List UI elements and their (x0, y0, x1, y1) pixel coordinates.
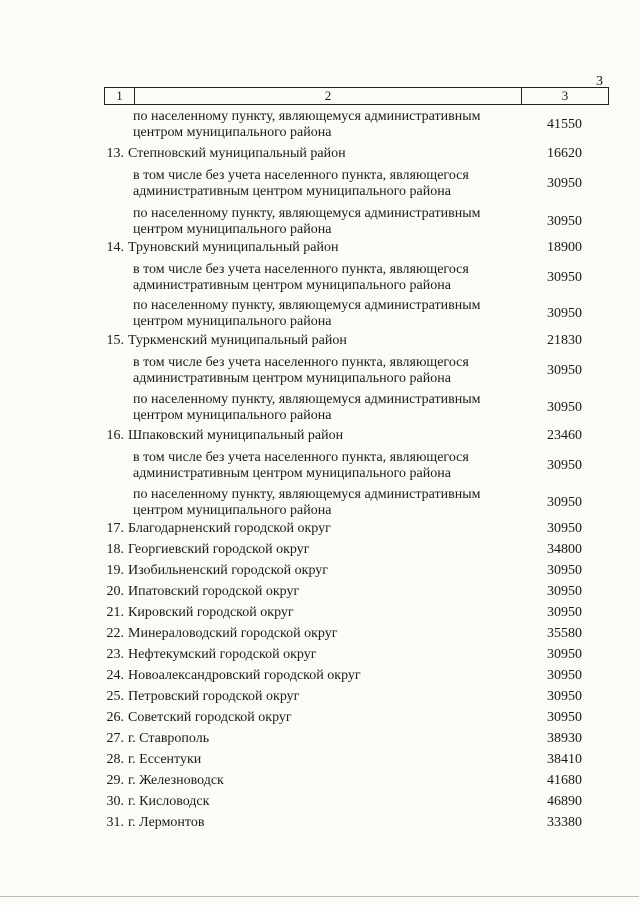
row-text-line: административным центром муниципального района (133, 371, 451, 386)
row-value: 30950 (547, 495, 582, 510)
row-value: 30950 (547, 363, 582, 378)
row-number: 30. (106, 794, 124, 809)
row-value: 34800 (547, 542, 582, 557)
row-number: 28. (106, 752, 124, 767)
table-row (0, 109, 639, 141)
row-number: 25. (106, 689, 124, 704)
row-text-line: Минераловодский городской округ (128, 626, 338, 641)
row-value: 35580 (547, 626, 582, 641)
row-value: 16620 (547, 146, 582, 161)
row-value: 46890 (547, 794, 582, 809)
row-text-line: г. Железноводск (128, 773, 224, 788)
table-row (0, 521, 639, 537)
row-number: 17. (106, 521, 124, 536)
page-bottom-edge (0, 896, 639, 897)
row-value: 41550 (547, 117, 582, 132)
page-number: 3 (596, 74, 603, 89)
row-number: 23. (106, 647, 124, 662)
row-text-line: административным центром муниципального района (133, 184, 451, 199)
row-value: 30950 (547, 689, 582, 704)
row-text-line: Советский городской округ (128, 710, 292, 725)
table-row (0, 710, 639, 726)
row-text-line: Труновский муниципальный район (128, 240, 339, 255)
row-number: 19. (106, 563, 124, 578)
row-value: 38410 (547, 752, 582, 767)
row-text-line: Ипатовский городской округ (128, 584, 300, 599)
row-text-line: Шпаковский муниципальный район (128, 428, 344, 443)
row-number: 16. (106, 428, 124, 443)
row-value: 30950 (547, 306, 582, 321)
table-row (0, 146, 639, 162)
table-row (0, 563, 639, 579)
row-text-line: административным центром муниципального района (133, 466, 451, 481)
row-text-line: г. Кисловодск (128, 794, 210, 809)
row-number: 21. (106, 605, 124, 620)
table-row (0, 542, 639, 558)
row-value: 30950 (547, 563, 582, 578)
header-col-2: 2 (135, 88, 522, 104)
table-row (0, 626, 639, 642)
table-row (0, 605, 639, 621)
row-number: 22. (106, 626, 124, 641)
row-number: 15. (106, 333, 124, 348)
row-value: 30950 (547, 458, 582, 473)
table-row (0, 240, 639, 256)
table-row (0, 794, 639, 810)
row-text-line: в том числе без учета населенного пункта, являющегося (133, 450, 469, 465)
row-number: 13. (106, 146, 124, 161)
row-value: 30950 (547, 270, 582, 285)
table-row (0, 333, 639, 349)
row-value: 30950 (547, 668, 582, 683)
header-col-3: 3 (561, 88, 569, 103)
row-text-line: центром муниципального района (133, 222, 332, 237)
row-text-line: Петровский городской округ (128, 689, 300, 704)
table-row (0, 815, 639, 831)
row-text-line: Благодарненский городской округ (128, 521, 331, 536)
row-text-line: по населенному пункту, являющемуся административным (133, 298, 481, 313)
row-number: 27. (106, 731, 124, 746)
row-number: 29. (106, 773, 124, 788)
row-text-line: Нефтекумский городской округ (128, 647, 317, 662)
table-row (0, 584, 639, 600)
table-row (0, 647, 639, 663)
table-row (0, 355, 639, 387)
row-text-line: Георгиевский городской округ (128, 542, 310, 557)
table-row (0, 428, 639, 444)
row-text-line: Изобильненский городской округ (128, 563, 329, 578)
row-value: 30950 (547, 605, 582, 620)
row-text-line: по населенному пункту, являющемуся административным (133, 206, 481, 221)
table-row (0, 752, 639, 768)
row-text-line: центром муниципального района (133, 125, 332, 140)
row-text-line: в том числе без учета населенного пункта, являющегося (133, 355, 469, 370)
row-text-line: г. Лермонтов (128, 815, 205, 830)
table-row (0, 773, 639, 789)
row-value: 38930 (547, 731, 582, 746)
row-value: 30950 (547, 647, 582, 662)
row-text-line: г. Ставрополь (128, 731, 210, 746)
row-text-line: Кировский городской округ (128, 605, 294, 620)
table-row (0, 668, 639, 684)
row-text-line: Степновский муниципальный район (128, 146, 346, 161)
row-text-line: административным центром муниципального района (133, 278, 451, 293)
row-value: 18900 (547, 240, 582, 255)
table-row (0, 392, 639, 424)
row-text-line: центром муниципального района (133, 503, 332, 518)
row-number: 14. (106, 240, 124, 255)
table-header-row (104, 87, 609, 105)
row-value: 30950 (547, 400, 582, 415)
table-row (0, 298, 639, 330)
table-row (0, 487, 639, 519)
row-value: 41680 (547, 773, 582, 788)
row-value: 30950 (547, 710, 582, 725)
row-text-line: Туркменский муниципальный район (128, 333, 347, 348)
row-text-line: по населенному пункту, являющемуся административным (133, 392, 481, 407)
table-row (0, 450, 639, 482)
row-number: 20. (106, 584, 124, 599)
row-text-line: центром муниципального района (133, 314, 332, 329)
row-text-line: г. Ессентуки (128, 752, 202, 767)
row-text-line: по населенному пункту, являющемуся административным (133, 487, 481, 502)
row-value: 30950 (547, 584, 582, 599)
row-text-line: в том числе без учета населенного пункта, являющегося (133, 168, 469, 183)
table-row (0, 168, 639, 200)
table-row (0, 262, 639, 294)
row-value: 30950 (547, 214, 582, 229)
row-value: 33380 (547, 815, 582, 830)
table-row (0, 731, 639, 747)
row-value: 21830 (547, 333, 582, 348)
table-row (0, 206, 639, 238)
row-text-line: центром муниципального района (133, 408, 332, 423)
row-number: 26. (106, 710, 124, 725)
row-text-line: по населенному пункту, являющемуся административным (133, 109, 481, 124)
row-number: 18. (106, 542, 124, 557)
row-text-line: Новоалександровский городской округ (128, 668, 361, 683)
header-col-1: 1 (105, 88, 135, 104)
row-number: 24. (106, 668, 124, 683)
row-number: 31. (106, 815, 124, 830)
table-row (0, 689, 639, 705)
row-value: 23460 (547, 428, 582, 443)
row-value: 30950 (547, 176, 582, 191)
row-text-line: в том числе без учета населенного пункта, являющегося (133, 262, 469, 277)
row-value: 30950 (547, 521, 582, 536)
